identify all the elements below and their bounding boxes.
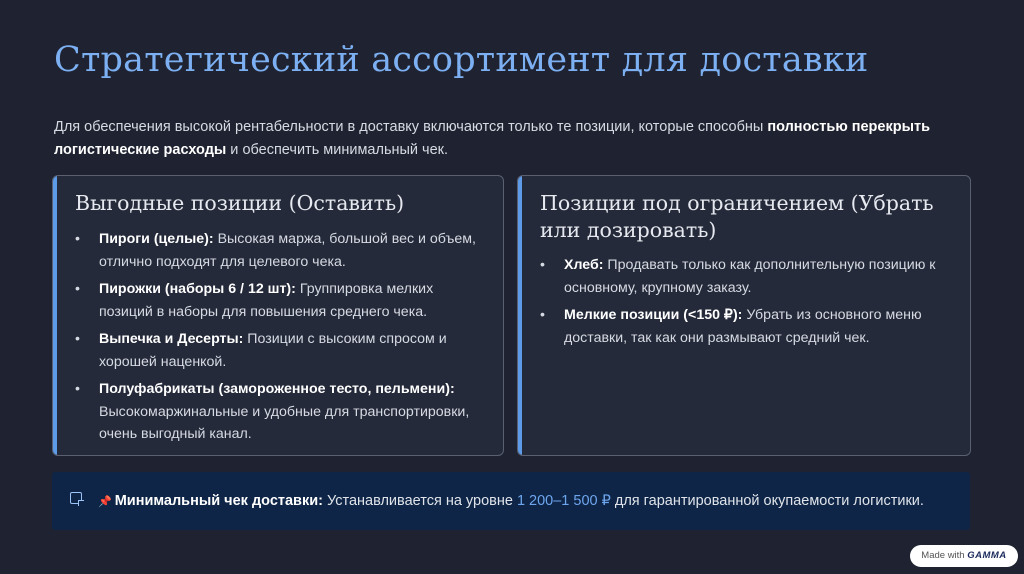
bullet-icon: • <box>75 231 80 247</box>
item-label: Пирожки (наборы 6 / 12 шт): <box>99 281 296 297</box>
item-label: Пироги (целые): <box>99 231 214 247</box>
bullet-list <box>540 254 952 354</box>
callout-highlight: 1 200–1 500 ₽ <box>516 493 611 509</box>
intro-text-2: и обеспечить минимальный чек. <box>226 142 449 158</box>
intro-paragraph <box>54 116 954 162</box>
item-label: Мелкие позиции (<150 ₽): <box>564 307 743 323</box>
card-accent-bar <box>53 176 57 455</box>
bullet-icon: • <box>75 281 80 297</box>
intro-text-1: Для обеспечения высокой рентабельности в доставку включаются только те позиции, которые способны <box>54 119 768 135</box>
list-item <box>540 254 952 299</box>
item-text: Позиции с высоким спросом и хорошей наценкой. <box>99 331 447 370</box>
card-accent-bar <box>518 176 522 455</box>
badge-prefix: Made with <box>921 550 968 561</box>
callout-text <box>98 490 924 513</box>
list-item <box>75 278 485 323</box>
min-check-callout <box>52 472 970 530</box>
note-icon <box>70 492 82 504</box>
bullet-icon: • <box>75 331 80 347</box>
item-text: Продавать только как дополнительную позицию к основному, крупному заказу. <box>564 257 936 296</box>
bullet-icon: • <box>540 257 545 273</box>
list-item <box>540 304 952 349</box>
card-profitable-positions <box>52 175 504 456</box>
bullet-icon: • <box>75 381 80 397</box>
callout-text-1: Устанавливается на уровне <box>322 493 517 509</box>
pin-icon: 📌 <box>98 496 112 508</box>
list-item <box>75 228 485 273</box>
item-label: Хлеб: <box>564 257 604 273</box>
card-heading: Позиции под ограничением (Убрать или дозировать) <box>540 191 934 242</box>
item-text: Высокая маржа, большой вес и объем, отлично подходят для целевого чека. <box>99 231 476 270</box>
card-heading: Выгодные позиции (Оставить) <box>75 191 405 215</box>
made-with-gamma-badge[interactable] <box>910 545 1018 567</box>
list-item <box>75 328 485 373</box>
item-text: Убрать из основного меню доставки, так как они размывают средний чек. <box>564 307 922 346</box>
list-item <box>75 378 485 446</box>
item-label: Выпечка и Десерты: <box>99 331 244 347</box>
intro-bold: полностью перекрыть логистические расходы <box>54 119 930 158</box>
bullet-icon: • <box>540 307 545 323</box>
callout-text-2: для гарантированной окупаемости логистики. <box>610 493 924 509</box>
item-label: Полуфабрикаты (замороженное тесто, пельмени): <box>99 381 455 397</box>
page-title: Стратегический ассортимент для доставки <box>54 40 869 80</box>
gamma-logo: GAMMA <box>967 550 1007 561</box>
bullet-list <box>75 228 485 451</box>
card-restricted-positions <box>517 175 971 456</box>
item-text: Высокомаржинальные и удобные для транспортировки, очень выгодный канал. <box>99 403 470 442</box>
item-text: Группировка мелких позиций в наборы для повышения среднего чека. <box>99 281 434 320</box>
callout-label: Минимальный чек доставки: <box>114 493 323 509</box>
